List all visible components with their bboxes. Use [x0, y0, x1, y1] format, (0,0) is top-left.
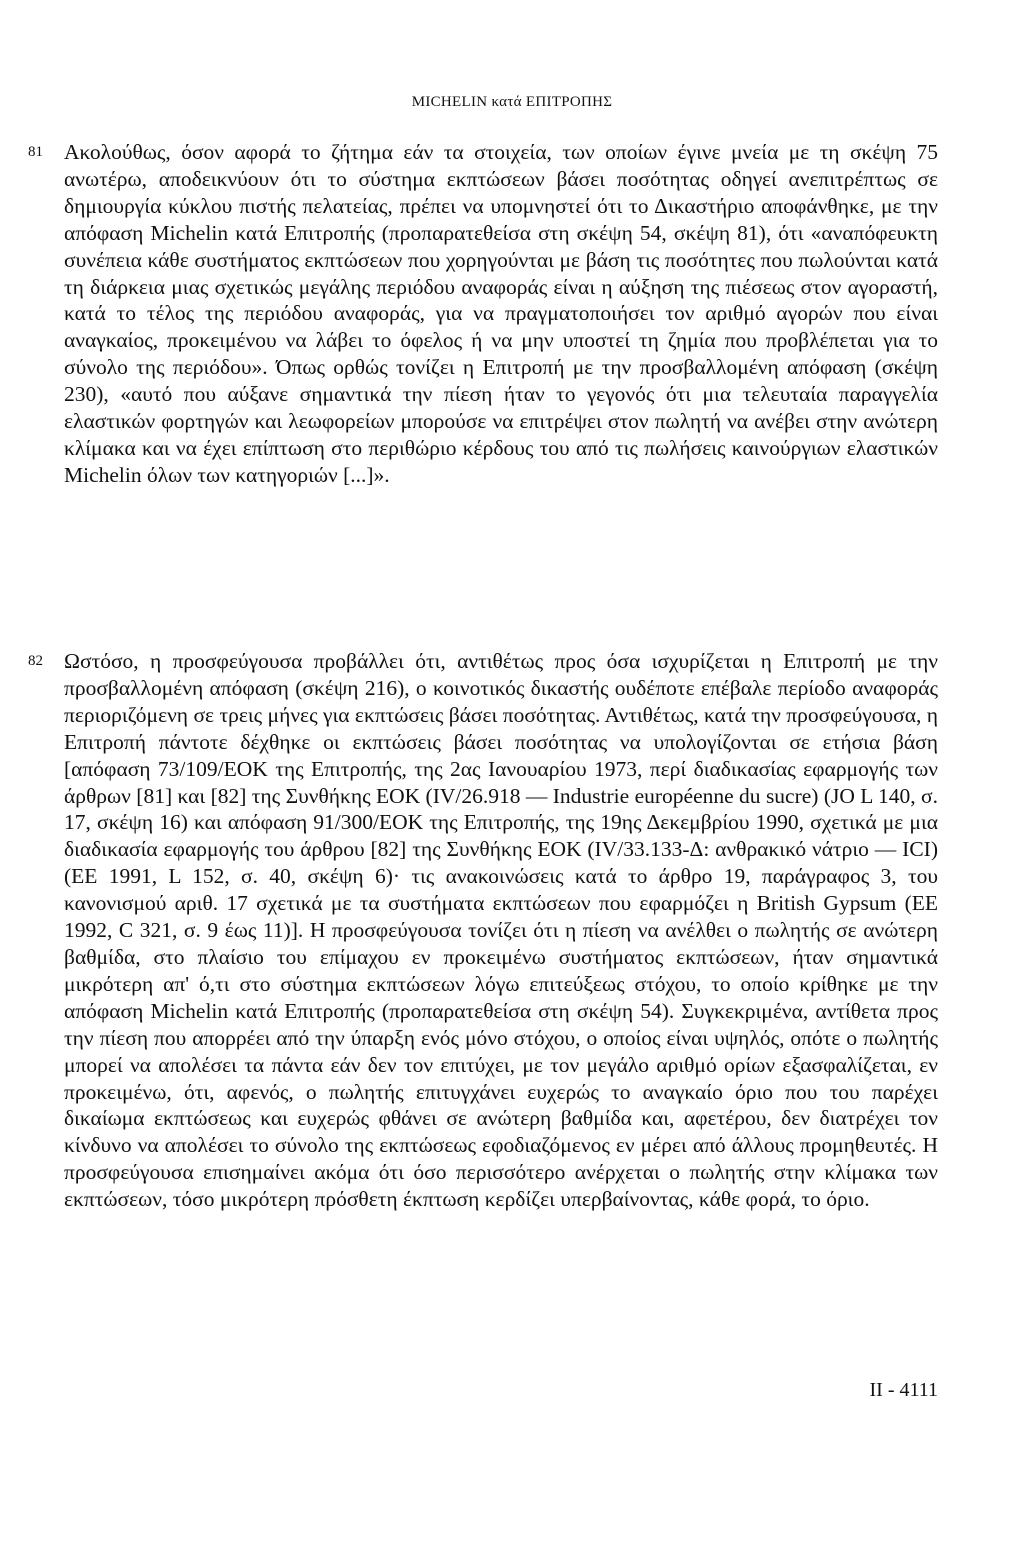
paragraph-number: 81: [28, 144, 43, 160]
paragraph-81: [28, 139, 938, 489]
page-number: II - 4111: [869, 1379, 938, 1401]
paragraph-text: Ακολούθως, όσον αφορά το ζήτημα εάν τα στοιχεία, των οποίων έγινε μνεία με τη σκέψη 75 ανωτέρω, αποδεικνύουν ότι το σύστημα εκπτώσεων βάσει ποσότητας οδηγεί ανεπιτρέπτως σε δημιουργία κύκλου πιστής πελατείας, πρέπει να υπομνηστεί ότι το Δικαστήριο αποφάνθηκε, με την απόφαση Michelin κατά Επιτροπής (προπαρατεθείσα στη σκέψη 54, σκέψη 81), ότι «αναπόφευκτη συνέπεια κάθε συστήματος εκπτώσεων που χορηγούνται με βάση τις ποσότητες που πωλούνται κατά τη διάρκεια μιας σχετικώς μεγάλης περιόδου αναφοράς είναι η αύξηση της πιέσεως στον αγοραστή, κατά το τέλος της περιόδου αναφοράς, για να πραγματοποιήσει τον αριθμό αγορών που είναι αναγκαίος, προκειμένου να λάβει το όφελος ή να μην υποστεί τη ζημία που προβλέπεται για το σύνολο της περιόδου». Όπως ορθώς τονίζει η Επιτροπή με την προσβαλλομένη απόφαση (σκέψη 230), «αυτό που αύξανε σημαντικά την πίεση ήταν το γεγονός ότι μια τελευταία παραγγελία ελαστικών φορτηγών και λεωφορείων μπορούσε να επιτρέψει στον πωλητή να ανέβει στην ανώτερη κλίμακα και να έχει επίπτωση στο περιθώριο κέρδους του από τις πωλήσεις καινούργιων ελαστικών Michelin όλων των κατηγοριών [...]».: [64, 140, 938, 487]
running-header: MICHELIN κατά ΕΠΙΤΡΟΠΗΣ: [411, 94, 613, 110]
paragraph-number: 82: [28, 653, 43, 669]
paragraph-text: Ωστόσο, η προσφεύγουσα προβάλλει ότι, αντιθέτως προς όσα ισχυρίζεται η Επιτροπή με την προσβαλλομένη απόφαση (σκέψη 216), ο κοινοτικός δικαστής ουδέποτε επέβαλε περίοδο αναφοράς περιοριζόμενη σε τρεις μήνες για εκπτώσεις βάσει ποσότητας. Αντιθέτως, κατά την προσφεύγουσα, η Επιτροπή πάντοτε δέχθηκε οι εκπτώσεις βάσει ποσότητας να υπολογίζονται σε ετήσια βάση [απόφαση 73/109/ΕΟΚ της Επιτροπής, της 2ας Ιανουαρίου 1973, περί διαδικασίας εφαρμογής των άρθρων [81] και [82] της Συνθήκης ΕΟΚ (IV/26.918 — Industrie européenne du sucre) (JO L 140, σ. 17, σκέψη 16) και απόφαση 91/300/ΕΟΚ της Επιτροπής, της 19ης Δεκεμβρίου 1990, σχετικά με μια διαδικασία εφαρμογής του άρθρου [82] της Συνθήκης ΕΟΚ (IV/33.133-Δ: ανθρακικό νάτριο — ICI) (ΕΕ 1991, L 152, σ. 40, σκέψη 6)· τις ανακοινώσεις κατά το άρθρο 19, παράγραφος 3, του κανονισμού αριθ. 17 σχετικά με τα συστήματα εκπτώσεων που εφαρμόζει η British Gypsum (ΕΕ 1992, C 321, σ. 9 έως 11)]. Η προσφεύγουσα τονίζει ότι η πίεση να ανέλθει ο πωλητής σε ανώτερη βαθμίδα, στο πλαίσιο του επίμαχου εν προκειμένω συστήματος εκπτώσεων, ήταν σημαντικά μικρότερη απ' ό,τι στο σύστημα εκπτώσεων λόγω επιτεύξεως στόχου, το οποίο κρίθηκε με την απόφαση Michelin κατά Επιτροπής (προπαρατεθείσα στη σκέψη 54). Συγκεκριμένα, αντίθετα προς την πίεση που απορρέει από την ύπαρξη ενός μόνο στόχου, ο οποίος είναι υψηλός, οπότε ο πωλητής μπορεί να απολέσει τα πάντα εάν δεν τον επιτύχει, με τον μεγάλο αριθμό ορίων εξασφαλίζεται, εν προκειμένω, ότι, αφενός, ο πωλητής επιτυγχάνει ευχερώς το αναγκαίο όριο που του παρέχει δικαίωμα εκπτώσεως και ευχερώς φθάνει σε ανώτερη βαθμίδα και, αφετέρου, δεν διατρέχει τον κίνδυνο να απολέσει το σύνολο της εκπτώσεως εφοδιαζόμενος εν μέρει από άλλους προμηθευτές. Η προσφεύγουσα επισημαίνει ακόμα ότι όσο περισσότερο ανέρχεται ο πωλητής στην κλίμακα των εκπτώσεων, τόσο μικρότερη πρόσθετη έκπτωση κερδίζει υπερβαίνοντας, κάθε φορά, το όριο.: [64, 649, 938, 1212]
paragraph-82: [28, 648, 938, 1213]
